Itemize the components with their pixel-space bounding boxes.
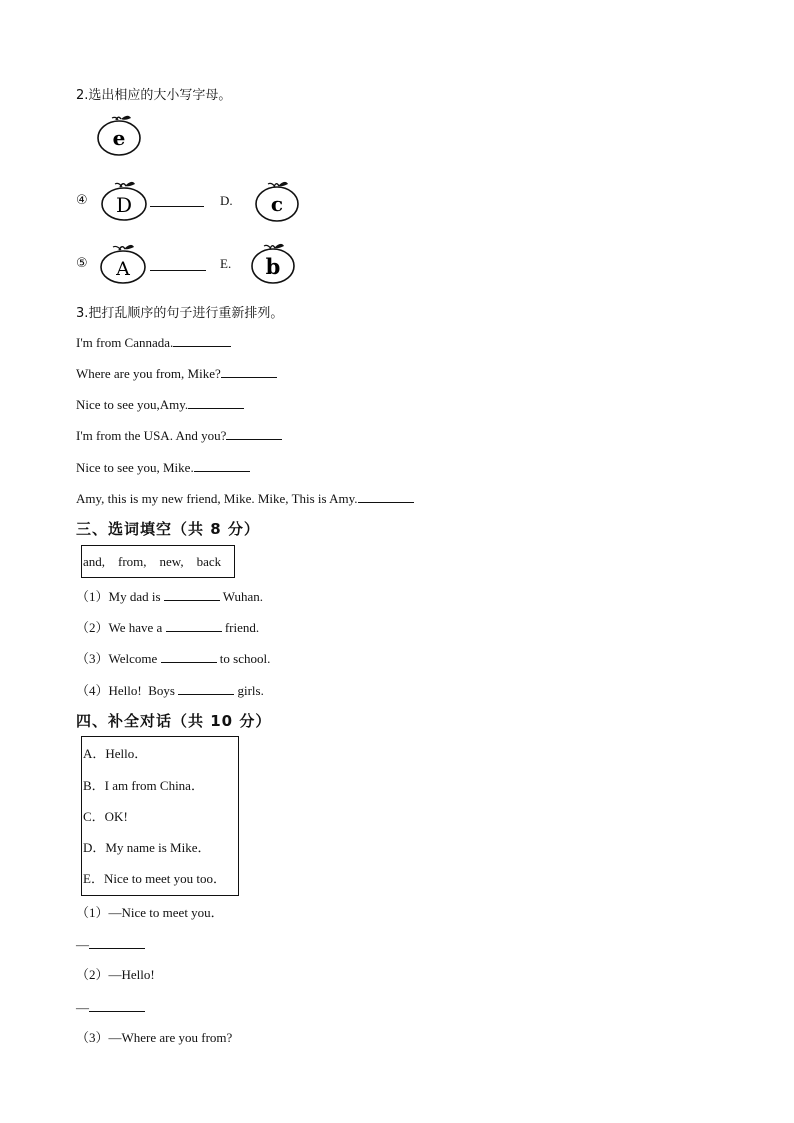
answer-blank[interactable]: [226, 427, 282, 440]
apple-icon-D: [99, 176, 149, 224]
dialog-item-2: （2）—Hello!: [76, 967, 155, 982]
answer-blank[interactable]: [358, 490, 414, 503]
dialog-reply-2: —: [76, 999, 145, 1016]
svg-text:b: b: [265, 254, 281, 279]
section3-heading: 三、选词填空（共 8 分）: [76, 520, 260, 538]
answer-blank[interactable]: [161, 650, 217, 663]
apple-icon-b: [248, 238, 298, 286]
answer-blank[interactable]: [166, 619, 222, 632]
answer-blank[interactable]: [89, 999, 145, 1012]
svg-text:c: c: [270, 192, 284, 216]
q2-option-D: D.: [220, 193, 233, 208]
q3-title: 3.把打乱顺序的句子进行重新排列。: [76, 306, 284, 321]
answer-blank[interactable]: [173, 334, 231, 347]
dialog-reply-1: —: [76, 936, 145, 953]
apple-icon-c: [252, 176, 302, 224]
apple-icon-e: [94, 110, 144, 160]
dialog-option-E: E．Nice to meet you too．: [83, 871, 226, 886]
word-bank-text: and, from, new, back: [83, 554, 222, 569]
q3-sentence-1: I'm from Cannada.: [76, 334, 231, 351]
q3-sentence-3: Nice to see you,Amy.: [76, 396, 244, 413]
answer-blank[interactable]: [150, 260, 206, 271]
dialog-item-3: （3）—Where are you from?: [76, 1030, 233, 1045]
dialog-option-A: A．Hello．: [83, 746, 148, 761]
apple-letter-e: e: [112, 126, 126, 150]
answer-blank[interactable]: [188, 396, 244, 409]
section3-item-2: （2）We have a friend.: [76, 620, 260, 635]
word-bank-box: [81, 545, 235, 578]
answer-blank[interactable]: [150, 196, 204, 207]
q2-row5-num: ⑤: [76, 256, 88, 271]
section4-heading: 四、补全对话（共 10 分）: [76, 712, 272, 730]
section3-item-4: （4）Hello! Boys girls.: [76, 683, 264, 698]
q2-row4-num: ④: [76, 193, 88, 208]
section3-item-1: （1）My dad is Wuhan.: [76, 589, 264, 604]
q3-sentence-4: I'm from the USA. And you?: [76, 427, 282, 444]
answer-blank[interactable]: [89, 936, 145, 949]
dialog-option-C: C．OK!: [83, 809, 128, 824]
svg-text:A: A: [116, 258, 130, 280]
svg-text:D: D: [115, 193, 133, 217]
answer-blank[interactable]: [194, 459, 250, 472]
apple-icon-A: [99, 238, 149, 286]
q3-sentence-6: Amy, this is my new friend, Mike. Mike, This is Amy.: [76, 490, 414, 507]
q3-sentence-5: Nice to see you, Mike.: [76, 459, 250, 476]
dialog-option-D: D．My name is Mike．: [83, 840, 211, 855]
q3-sentence-2: Where are you from, Mike?: [76, 365, 277, 382]
section3-item-3: （3）Welcome to school.: [76, 651, 271, 666]
answer-blank[interactable]: [178, 682, 234, 695]
dialog-item-1: （1）—Nice to meet you．: [76, 905, 224, 920]
q2-title: 2.选出相应的大小写字母。: [76, 88, 232, 103]
answer-blank[interactable]: [164, 588, 220, 601]
q2-option-E: E.: [220, 256, 232, 271]
dialog-option-B: B．I am from China．: [83, 778, 204, 793]
answer-blank[interactable]: [221, 365, 277, 378]
